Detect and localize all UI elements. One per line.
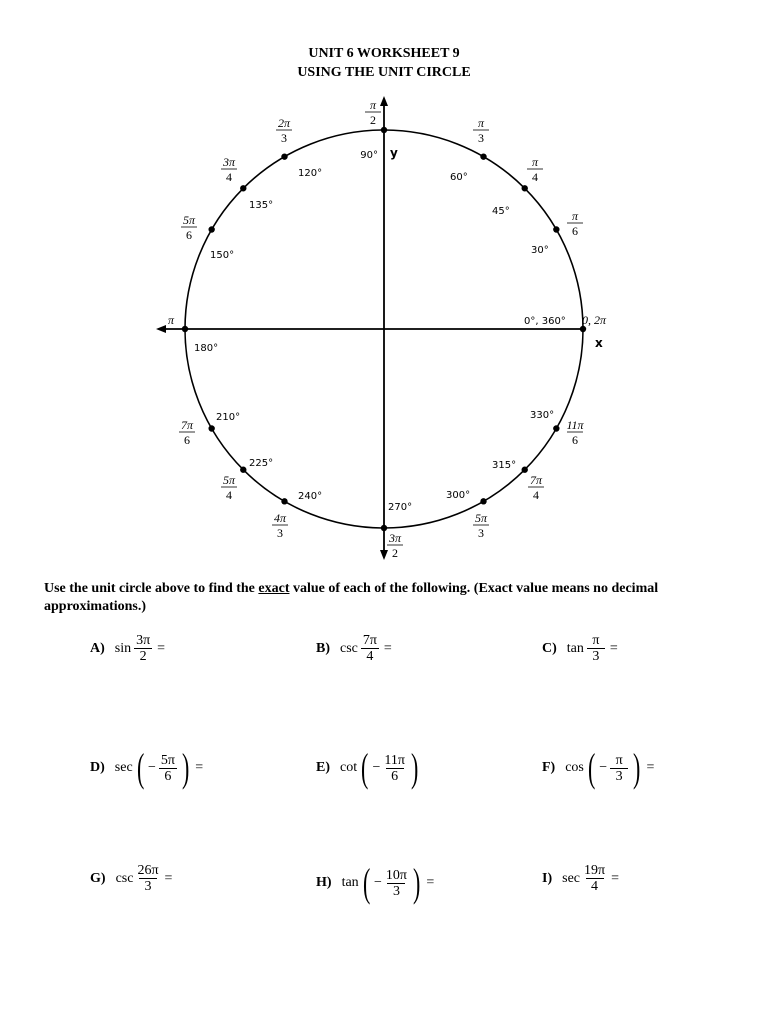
- problem-label: I): [542, 870, 553, 886]
- radian-label-300: [473, 511, 489, 540]
- fraction: [583, 863, 606, 894]
- left-paren: (: [587, 745, 596, 790]
- negative-sign: −: [599, 760, 608, 775]
- radian-label-330: [566, 418, 584, 447]
- degree-label-240: 240°: [298, 491, 323, 502]
- denominator: 3: [139, 878, 157, 894]
- equals-sign: =: [157, 640, 166, 656]
- numerator: 3π: [136, 633, 151, 648]
- fraction: [159, 753, 177, 784]
- radian-numerator: 5π: [474, 511, 488, 525]
- degree-label-210: 210°: [216, 412, 241, 423]
- fraction: [383, 753, 406, 784]
- radian-numerator: π: [571, 209, 579, 223]
- equals-sign: =: [646, 760, 655, 775]
- numerator: 10π: [385, 867, 407, 883]
- instructions-text: [44, 580, 734, 616]
- worksheet-subtitle: USING THE UNIT CIRCLE: [297, 65, 471, 80]
- angle-point-270: [381, 525, 387, 531]
- right-paren: ): [633, 745, 641, 790]
- radian-label-30: [567, 209, 583, 238]
- trig-function: sec: [114, 760, 133, 775]
- radian-label-45: [527, 155, 543, 184]
- trig-function: csc: [115, 870, 134, 886]
- radian-numerator: 3π: [222, 155, 236, 169]
- angle-point-120: [281, 153, 287, 159]
- radian-denominator: 3: [277, 526, 283, 540]
- radian-label-225: [221, 473, 237, 502]
- problem-b: [316, 633, 392, 664]
- angle-point-315: [522, 467, 528, 473]
- equals-sign: =: [164, 870, 173, 886]
- denominator: 6: [386, 768, 404, 784]
- radian-label-210: [179, 418, 195, 447]
- problem-label: G): [90, 870, 106, 886]
- angle-point-90: [381, 127, 387, 133]
- radian-numerator: 4π: [273, 511, 287, 525]
- unit-circle-diagram: [0, 90, 768, 570]
- radian-label-240: [272, 511, 288, 540]
- trig-function: cos: [565, 760, 584, 775]
- trig-function: cot: [340, 760, 358, 775]
- worksheet-header: [0, 44, 768, 82]
- problem-label: A): [90, 640, 105, 656]
- denominator: 3: [610, 768, 628, 784]
- degree-label-330: 330°: [530, 410, 555, 421]
- radian-denominator: 2: [392, 546, 398, 560]
- angle-point-210: [208, 425, 214, 431]
- numerator: 11π: [384, 752, 405, 768]
- problem-label: E): [316, 760, 330, 775]
- left-paren: (: [136, 745, 145, 790]
- radian-denominator: 4: [533, 488, 539, 502]
- radian-label-120: [276, 116, 292, 145]
- radian-label-270: [387, 531, 403, 560]
- negative-sign: −: [372, 760, 381, 775]
- radian-denominator: 3: [478, 131, 484, 145]
- fraction: [610, 753, 628, 784]
- problem-a: [90, 633, 165, 664]
- radian-label-60: [473, 116, 489, 145]
- problem-i: [542, 863, 619, 894]
- y-axis-arrow-down: [380, 550, 388, 560]
- negative-sign: −: [374, 875, 382, 890]
- negative-sign: −: [148, 760, 156, 775]
- denominator: 2: [134, 648, 152, 664]
- degree-label-60: 60°: [450, 172, 468, 183]
- radian-numerator: 7π: [529, 473, 543, 487]
- denominator: 3: [387, 883, 405, 899]
- problem-label: F): [542, 760, 556, 775]
- radian-denominator: 4: [226, 170, 232, 184]
- degree-label-45: 45°: [492, 206, 510, 217]
- radian-numerator: 5π: [182, 213, 196, 227]
- numerator: π: [592, 633, 600, 648]
- angle-point-150: [208, 226, 214, 232]
- radian-label-0: 0, 2π: [582, 313, 607, 327]
- problem-g: [90, 863, 172, 894]
- fraction: [134, 633, 152, 664]
- degree-label-135: 135°: [249, 200, 274, 211]
- radian-numerator: 2π: [277, 116, 291, 130]
- degree-label-150: 150°: [210, 250, 235, 261]
- x-axis-label: x: [595, 336, 603, 350]
- radian-numerator: 3π: [388, 531, 402, 545]
- angle-point-60: [480, 153, 486, 159]
- problem-f: [542, 745, 655, 790]
- radian-label-315: [528, 473, 544, 502]
- numerator: 7π: [362, 633, 377, 648]
- radian-denominator: 4: [532, 170, 538, 184]
- trig-function: sin: [114, 640, 132, 656]
- numerator: π: [615, 752, 623, 768]
- degree-label-30: 30°: [531, 245, 549, 256]
- denominator: 6: [159, 768, 177, 784]
- radian-numerator: π: [477, 116, 485, 130]
- degree-label-270: 270°: [388, 502, 413, 513]
- radian-numerator: π: [531, 155, 539, 169]
- right-paren: ): [412, 860, 421, 905]
- degree-label-315: 315°: [492, 460, 517, 471]
- problem-label: C): [542, 640, 557, 656]
- numerator: 5π: [160, 752, 175, 768]
- degree-label-120: 120°: [298, 168, 323, 179]
- equals-sign: =: [609, 640, 618, 656]
- equals-sign: =: [611, 870, 619, 886]
- radian-denominator: 3: [281, 131, 287, 145]
- angle-point-135: [240, 185, 246, 191]
- x-axis-arrow: [156, 325, 166, 333]
- denominator: 3: [587, 648, 605, 664]
- denominator: 4: [586, 878, 604, 894]
- angle-point-300: [480, 498, 486, 504]
- trig-function: tan: [566, 640, 584, 656]
- radian-label-150: [181, 213, 197, 242]
- radian-denominator: 6: [572, 433, 578, 447]
- angle-point-180: [182, 326, 188, 332]
- angle-point-30: [553, 226, 559, 232]
- y-axis-arrow-up: [380, 96, 388, 106]
- problem-e: [316, 745, 421, 790]
- trig-function: csc: [340, 640, 358, 656]
- radian-denominator: 6: [572, 224, 578, 238]
- left-paren: (: [361, 745, 369, 790]
- radian-label-135: [221, 155, 237, 184]
- y-axis-label: y: [390, 146, 398, 160]
- radian-numerator: π: [369, 98, 377, 112]
- radian-label-180: π: [168, 313, 175, 327]
- instructions-after: value of each of the following. (Exact value means no decimal approximations.): [44, 581, 659, 614]
- left-paren: (: [362, 860, 371, 905]
- denominator: 4: [361, 648, 379, 664]
- right-paren: ): [410, 745, 419, 790]
- angle-point-45: [522, 185, 528, 191]
- radian-denominator: 2: [370, 113, 376, 127]
- numerator: 26π: [137, 863, 159, 878]
- equals-sign: =: [426, 875, 435, 890]
- problem-label: B): [316, 640, 330, 656]
- angle-point-240: [281, 498, 287, 504]
- fraction: [385, 868, 408, 899]
- degree-label-300: 300°: [446, 490, 471, 501]
- radian-numerator: 7π: [180, 418, 194, 432]
- fraction: [587, 633, 605, 664]
- radian-numerator: 5π: [222, 473, 236, 487]
- degree-label-180: 180°: [194, 343, 219, 354]
- problem-label: H): [316, 875, 332, 890]
- problem-c: [542, 633, 618, 664]
- problem-d: [90, 745, 204, 790]
- angle-point-330: [553, 425, 559, 431]
- radian-label-90: [365, 98, 381, 127]
- instructions-emphasis: exact: [258, 581, 290, 596]
- trig-function: tan: [341, 875, 359, 890]
- equals-sign: =: [383, 640, 392, 656]
- instructions-before: Use the unit circle above to find the: [44, 581, 259, 596]
- radian-denominator: 3: [478, 526, 484, 540]
- problem-h: [316, 860, 435, 905]
- fraction: [136, 863, 159, 894]
- equals-sign: =: [195, 760, 204, 775]
- worksheet-title: UNIT 6 WORKSHEET 9: [308, 46, 460, 61]
- angle-point-225: [240, 467, 246, 473]
- right-paren: ): [181, 745, 190, 790]
- radian-denominator: 6: [186, 228, 192, 242]
- numerator: 19π: [584, 863, 606, 878]
- degree-label-225: 225°: [249, 458, 274, 469]
- degree-label-0: 0°, 360°: [524, 316, 566, 327]
- radian-denominator: 6: [184, 433, 190, 447]
- fraction: [361, 633, 379, 664]
- problem-label: D): [90, 760, 105, 775]
- radian-denominator: 4: [226, 488, 232, 502]
- degree-label-90: 90°: [360, 150, 378, 161]
- radian-numerator: 11π: [566, 418, 584, 432]
- trig-function: sec: [562, 870, 581, 886]
